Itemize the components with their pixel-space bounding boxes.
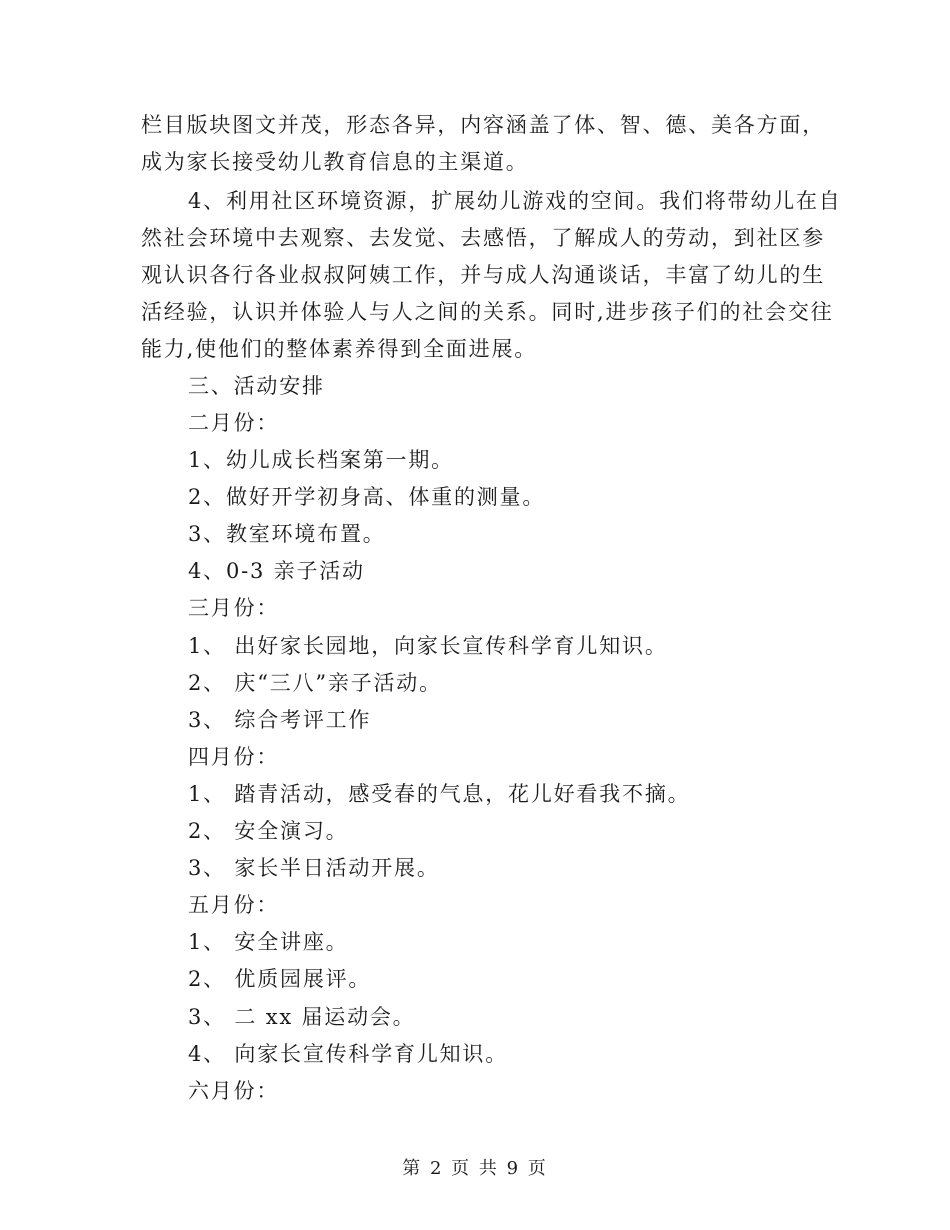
- list-item: 2、 安全演习。: [188, 819, 349, 843]
- list-item: 4、 向家长宣传科学育儿知识。: [188, 1042, 509, 1066]
- list-item: 4、0-3 亲子活动: [188, 559, 365, 583]
- section-heading: 三、活动安排: [188, 374, 325, 398]
- list-item: 3、 综合考评工作: [188, 708, 372, 732]
- month-label: 三月份：: [188, 596, 280, 620]
- paragraph-line: 4、利用社区环境资源，扩展幼儿游戏的空间。我们将带幼儿在自: [188, 189, 842, 213]
- list-item: 1、 出好家长园地，向家长宣传科学育儿知识。: [188, 634, 668, 658]
- list-item: 1、幼儿成长档案第一期。: [188, 448, 454, 472]
- list-item: 1、 踏青活动，感受春的气息，花儿好看我不摘。: [188, 782, 691, 806]
- list-item: 2、做好开学初身高、体重的测量。: [188, 485, 546, 509]
- list-item: 3、教室环境布置。: [188, 522, 386, 546]
- paragraph-line: 然社会环境中去观察、去发觉、去感悟，了解成人的劳动，到社区参: [141, 226, 825, 250]
- paragraph-line: 栏目版块图文并茂，形态各异，内容涵盖了体、智、德、美各方面，: [141, 113, 825, 137]
- paragraph-line: 活经验，认识并体验人与人之间的关系。同时,进步孩子们的社会交往: [141, 300, 834, 324]
- paragraph-line: 观认识各行各业叔叔阿姨工作，并与成人沟通谈话，丰富了幼儿的生: [141, 263, 825, 287]
- list-item: 3、 二 xx 届运动会。: [188, 1005, 416, 1029]
- list-item: 1、 安全讲座。: [188, 930, 349, 954]
- month-label: 四月份：: [188, 745, 280, 769]
- list-item: 2、 庆“三八”亲子活动。: [188, 671, 442, 695]
- paragraph-line: 能力,使他们的整体素养得到全面进展。: [141, 337, 538, 361]
- paragraph-line: 成为家长接受幼儿教育信息的主渠道。: [141, 150, 529, 174]
- month-label: 六月份：: [188, 1079, 280, 1103]
- page-footer: 第 2 页 共 9 页: [402, 1158, 548, 1179]
- list-item: 2、 优质园展评。: [188, 967, 372, 991]
- list-item: 3、 家长半日活动开展。: [188, 856, 440, 880]
- month-label: 二月份：: [188, 411, 280, 435]
- month-label: 五月份：: [188, 893, 280, 917]
